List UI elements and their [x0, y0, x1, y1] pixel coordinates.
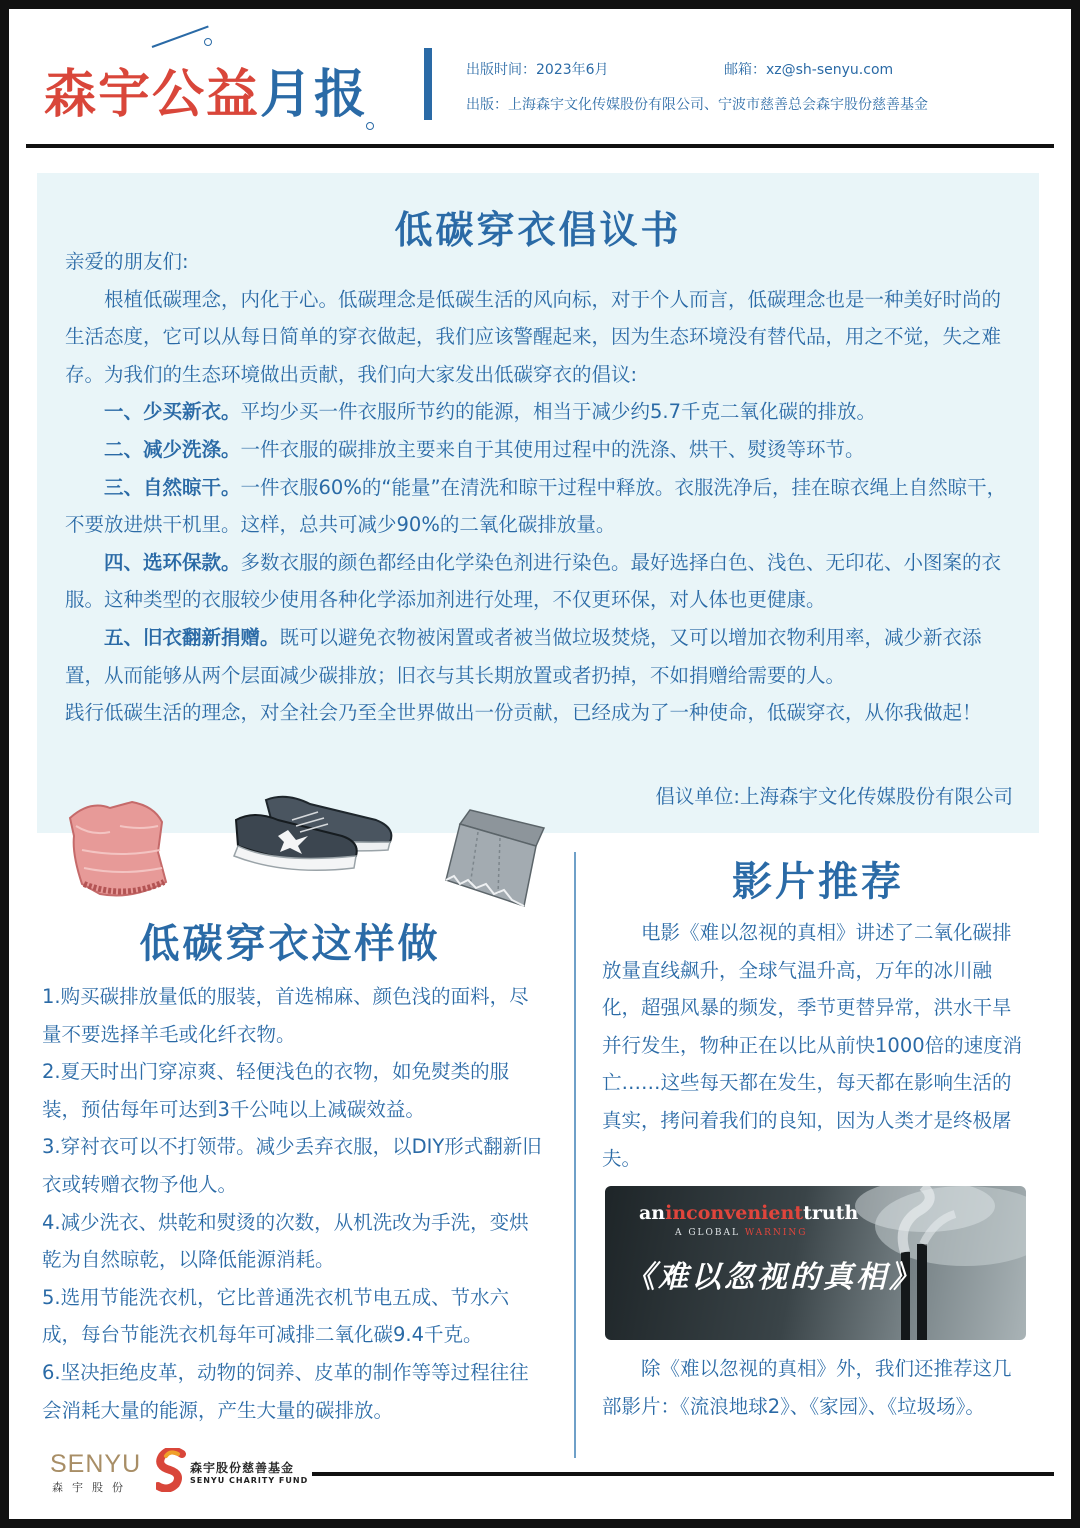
proposal-item — [65, 393, 1015, 431]
film-more — [602, 1350, 1026, 1425]
film-paragraph: 电影《难以忽视的真相》讲述了二氧化碳排放量直线飙升，全球气温升高，万年的冰川融化，超强风暴的频发，季节更替异常，洪水干旱并行发生，物种正在以比从前快1000倍的速度消亡……这些每天都在发生，每天都在影响生活的真实，拷问着我们的良知，因为人类才是终极屠夫。 — [602, 921, 1023, 1170]
proposal-item-body: 一件衣服60%的“能量”在清洗和晾干过程中释放。衣服洗净后，挂在晾衣绳上自然晾干，不要放进烘干机里。这样，总共可减少90%的二氧化碳排放量。 — [65, 475, 1007, 537]
proposal-item-head: 一、少买新衣。 — [104, 400, 241, 424]
proposal-body — [65, 243, 1015, 732]
proposal-item — [65, 431, 1015, 469]
charity-fund-name-cn: 森宇股份慈善基金 — [190, 1461, 295, 1475]
masthead-dot — [204, 38, 212, 46]
header-rule — [26, 144, 1054, 148]
contact-email[interactable]: 邮箱：xz@sh-senyu.com — [724, 62, 894, 78]
publisher-info: 出版：上海森宇文化传媒股份有限公司、宁波市慈善总会森宇股份慈善基金 — [466, 97, 928, 113]
senyu-logo — [50, 1450, 142, 1496]
tips-item: 3.穿衬衣可以不打领带。减少丢弃衣服，以DIY形式翻新旧衣或转赠衣物予他人。 — [42, 1135, 542, 1196]
charity-fund-logo — [156, 1446, 309, 1496]
proposal-item — [65, 544, 1015, 619]
denim-skirt-illustration — [440, 806, 552, 910]
poster-sub-a: A GLOBAL — [675, 1228, 740, 1238]
proposal-item-body: 平均少买一件衣服所节约的能源，相当于减少约5.7千克二氧化碳的排放。 — [240, 400, 877, 424]
proposal-closing: 践行低碳生活的理念，对全社会乃至全世界做出一份贡献，已经成为了一种使命，低碳穿衣，从你我做起！ — [65, 701, 982, 725]
proposal-item-head: 三、自然晾干。 — [104, 475, 241, 499]
proposal-greeting: 亲爱的朋友们: — [65, 250, 189, 273]
masthead-title — [44, 52, 368, 127]
proposal-item-head: 五、旧衣翻新捐赠。 — [104, 625, 280, 649]
poster-en-b: inconvenient — [665, 1202, 804, 1224]
knit-top-illustration — [62, 796, 172, 902]
proposal-item — [65, 619, 1015, 694]
proposal-panel — [37, 173, 1039, 833]
tips-title: 低碳穿衣这样做 — [139, 921, 441, 967]
charity-fund-name-en: SENYU CHARITY FUND — [190, 1476, 309, 1485]
proposal-intro: 根植低碳理念，内化于心。低碳理念是低碳生活的风向标，对于个人而言，低碳理念也是一种美好时尚的生活态度，它可以从每日简单的穿衣做起，我们应该警醒起来，因为生态环境没有替代品，用之不觉，失之难存。为我们的生态环境做出贡献，我们向大家发出低碳穿衣的倡议: — [65, 287, 1002, 386]
publish-date: 出版时间：2023年6月 — [466, 62, 609, 78]
masthead-title-part2: 月报 — [260, 65, 369, 125]
footer-rule — [312, 1472, 1054, 1476]
masthead-title-part1: 森宇公益 — [44, 65, 261, 125]
poster-chinese-title: 《难以忽视的真相》 — [625, 1260, 922, 1295]
poster-subtitle — [675, 1228, 807, 1238]
senyu-logo-cn: 森宇股份 — [52, 1481, 132, 1494]
film-title: 影片推荐 — [732, 859, 904, 905]
proposal-signer: 倡议单位:上海森宇文化传媒股份有限公司 — [655, 785, 1013, 808]
tips-item: 5.选用节能洗衣机，它比普通洗衣机节电五成、节水六成，每台节能洗衣机每年可减排二氧化碳9.4千克。 — [42, 1285, 510, 1347]
tips-list — [42, 978, 548, 1429]
charity-fund-icon — [156, 1448, 186, 1492]
tips-item: 6.坚决拒绝皮革，动物的饲养、皮革的制作等等过程往往会消耗大量的能源，产生大量的碳排放。 — [42, 1360, 529, 1422]
header-divider — [424, 48, 432, 120]
film-poster[interactable] — [605, 1186, 1026, 1340]
poster-en-a: an — [639, 1202, 666, 1224]
proposal-item-body: 多数衣服的颜色都经由化学染色剂进行染色。最好选择白色、浅色、无印花、小图案的衣服。这种类型的衣服较少使用各种化学添加剂进行处理，不仅更环保，对人体也更健康。 — [65, 550, 1002, 612]
poster-english-title — [639, 1202, 858, 1224]
poster-sub-b: WARNING — [744, 1228, 808, 1238]
masthead-logo — [44, 46, 404, 126]
film-paragraph: 除《难以忽视的真相》外，我们还推荐这几部影片：《流浪地球2》、《家园》、《垃圾场》。 — [602, 1357, 1012, 1418]
proposal-title: 低碳穿衣倡议书 — [394, 208, 682, 252]
senyu-logo-en: SENYU — [50, 1450, 142, 1478]
proposal-item-body: 既可以避免衣物被闲置或者被当做垃圾焚烧，又可以增加衣物利用率，减少新衣添置，从而能够从两个层面减少碳排放；旧衣与其长期放置或者扔掉，不如捐赠给需要的人。 — [65, 625, 982, 687]
tips-item: 2.夏天时出门穿凉爽、轻便浅色的衣物，如免熨类的服装，预估每年可达到3千公吨以上减碳效益。 — [42, 1060, 510, 1121]
tips-item: 4.减少洗衣、烘乾和熨烫的次数，从机洗改为手洗，变烘乾为自然晾乾，以降低能源消耗。 — [42, 1210, 529, 1272]
proposal-item-body: 一件衣服的碳排放主要来自于其使用过程中的洗涤、烘干、熨烫等环节。 — [240, 437, 865, 461]
poster-en-c: truth — [803, 1202, 859, 1224]
proposal-item-head: 四、选环保款。 — [104, 550, 241, 574]
column-divider — [574, 852, 576, 1458]
sneakers-illustration — [226, 790, 398, 882]
proposal-item — [65, 469, 1015, 544]
film-description — [602, 914, 1026, 1177]
proposal-item-head: 二、减少洗涤。 — [104, 437, 241, 461]
tips-item: 1.购买碳排放量低的服装，首选棉麻、颜色浅的面料，尽量不要选择羊毛或化纤衣物。 — [42, 985, 529, 1046]
